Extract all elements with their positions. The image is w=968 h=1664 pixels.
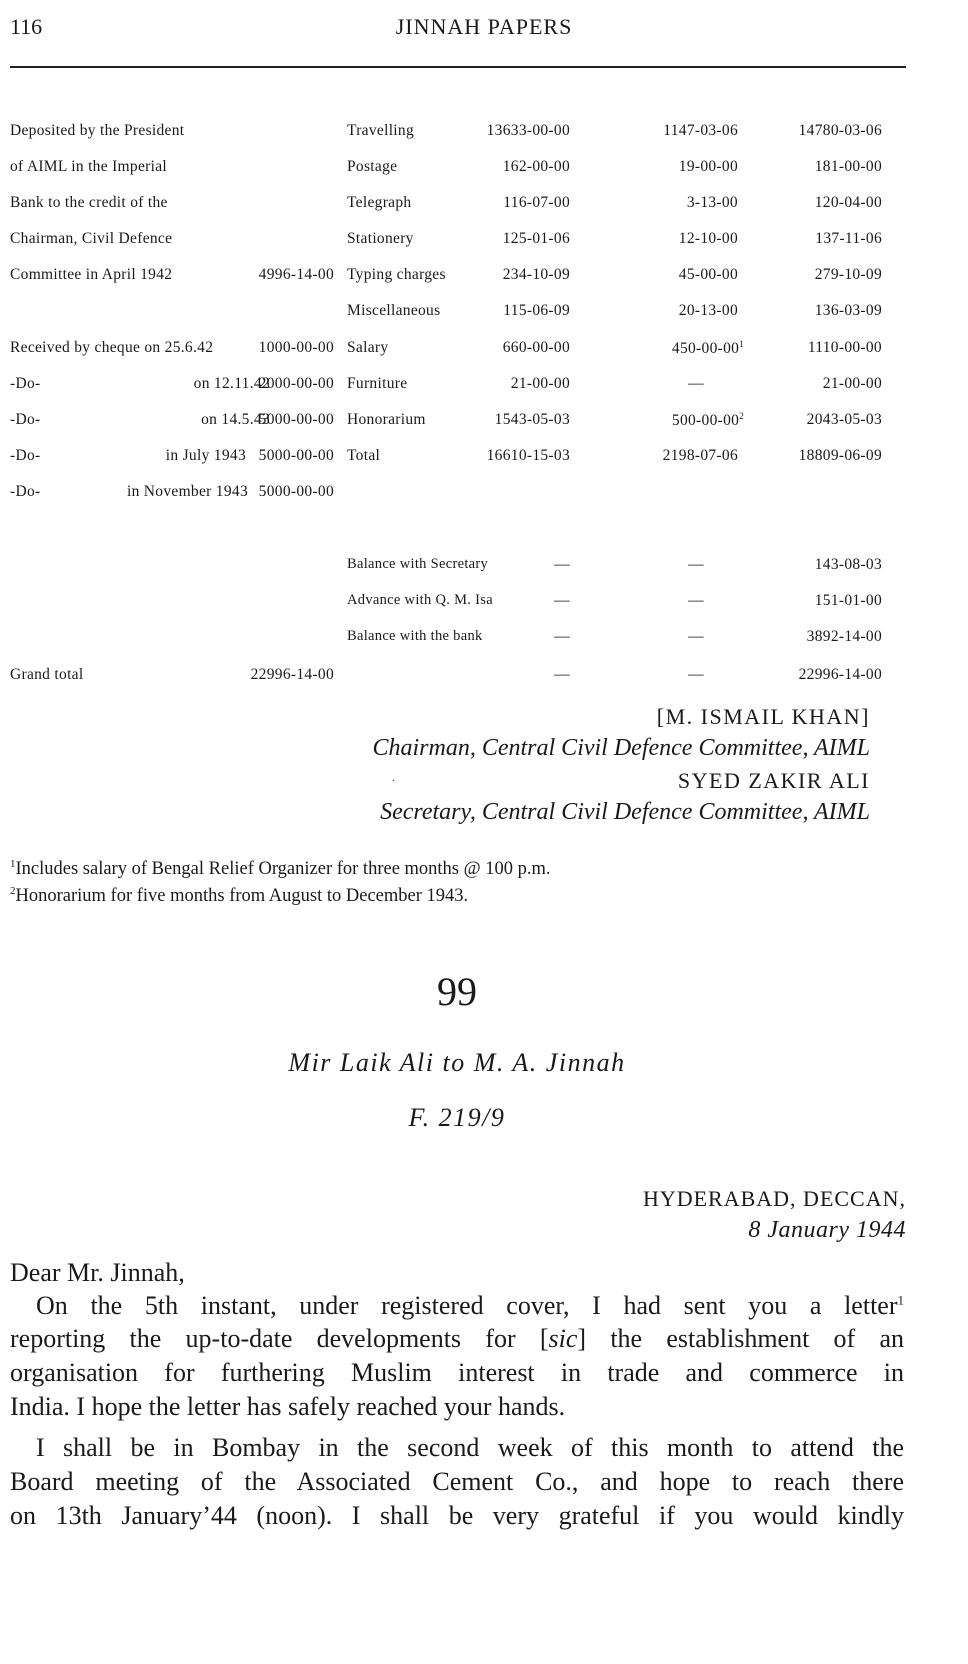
- footnote-text: Honorarium for five months from August to December 1943.: [15, 886, 469, 907]
- cheque-date: on 12.11.42: [193, 375, 270, 392]
- body-line: I shall be in Bombay in the second week of this month to attend the: [36, 1433, 904, 1462]
- expense-col2: 3-13-00: [686, 194, 738, 211]
- balance-dash: —: [554, 666, 570, 683]
- body-line: on 13th January’44 (noon). I shall be very grateful if you would kindly: [10, 1501, 904, 1530]
- expense-col3: 14780-03-06: [798, 122, 882, 139]
- expense-col1: 115-06-09: [503, 302, 570, 319]
- expense-col3: 137-11-06: [815, 230, 882, 247]
- cheque-label: Received by cheque on 25.6.42: [10, 339, 214, 356]
- signatory-name-2: SYED ZAKIR ALI: [677, 768, 870, 793]
- footnote-mark: 2: [10, 885, 16, 897]
- expense-col2-value: 450-00-00: [671, 340, 740, 358]
- page-number: 116: [10, 14, 43, 39]
- running-header: JINNAH PAPERS: [395, 14, 573, 39]
- footnote-ref: 1: [739, 339, 744, 349]
- expense-col2: 20-13-00: [678, 302, 738, 319]
- expense-col2: 19-00-00: [678, 158, 738, 175]
- grand-total-amount: 22996-14-00: [250, 666, 334, 683]
- header-rule: [10, 66, 906, 68]
- expense-item: Typing charges: [347, 266, 446, 283]
- salutation: Dear Mr. Jinnah,: [10, 1258, 185, 1287]
- balance-dash: —: [688, 628, 704, 645]
- expense-item: Miscellaneous: [347, 302, 441, 319]
- cheque-date: on 14.5.43: [201, 411, 270, 428]
- deposit-amount: 4996-14-00: [258, 266, 334, 283]
- body-line: [10, 1324, 904, 1354]
- expense-col1: 13633-00-00: [486, 122, 570, 139]
- expense-col2: [630, 339, 744, 358]
- grand-total-right: 22996-14-00: [798, 666, 882, 683]
- letter-place: HYDERABAD, DECCAN,: [642, 1186, 906, 1211]
- expense-item: Salary: [347, 339, 389, 356]
- expense-col2-value: 500-00-00: [671, 412, 740, 430]
- body-line: Board meeting of the Associated Cement Co., and hope to reach there: [10, 1467, 904, 1496]
- balance-amount: 151-01-00: [814, 592, 882, 609]
- expense-item: Honorarium: [347, 411, 426, 428]
- letter-date: 8 January 1944: [748, 1217, 906, 1243]
- expense-col3: 279-10-09: [814, 266, 882, 283]
- footnote-ref: 2: [739, 411, 744, 421]
- expense-col3: 21-00-00: [822, 375, 882, 392]
- expense-col1: 21-00-00: [510, 375, 570, 392]
- expense-col3: 2043-05-03: [806, 411, 882, 428]
- body-text: On the 5th instant, under registered cover, I had sent you a letter: [36, 1291, 898, 1320]
- expense-col3: 120-04-00: [814, 194, 882, 211]
- cheque-label: -Do-: [10, 483, 41, 500]
- balance-dash: —: [688, 666, 704, 683]
- stray-dot: .: [392, 770, 395, 784]
- expense-item: Furniture: [347, 375, 408, 392]
- expense-col2: [630, 411, 744, 430]
- document-reference: F. 219/9: [408, 1103, 506, 1132]
- sic-text: sic: [548, 1324, 578, 1353]
- expense-col2: 1147-03-06: [663, 122, 738, 139]
- expense-col1: 234-10-09: [502, 266, 570, 283]
- balance-dash: —: [688, 556, 704, 573]
- expense-col1: 16610-15-03: [486, 447, 570, 464]
- balance-item: Balance with Secretary: [347, 556, 489, 572]
- footnote-mark: 1: [10, 858, 16, 870]
- expense-col2: —: [688, 375, 704, 392]
- expense-item: Travelling: [347, 122, 415, 139]
- expense-col1: 125-01-06: [502, 230, 570, 247]
- expense-col2: 45-00-00: [678, 266, 738, 283]
- balance-item: Advance with Q. M. Isa: [347, 592, 493, 608]
- cheque-date: in July 1943: [165, 447, 246, 464]
- document-title: Mir Laik Ali to M. A. Jinnah: [288, 1048, 626, 1077]
- expense-col3: 136-03-09: [814, 302, 882, 319]
- cheque-date: in November 1943: [126, 483, 248, 500]
- footnote-ref: 1: [897, 1292, 904, 1308]
- body-line: [10, 1291, 904, 1321]
- expense-item: Stationery: [347, 230, 414, 247]
- cheque-label: -Do-: [10, 447, 41, 464]
- footnote: [10, 885, 468, 907]
- grand-total-label: Grand total: [10, 666, 84, 683]
- balance-amount: 3892-14-00: [806, 628, 882, 645]
- cheque-amount: 2000-00-00: [258, 375, 334, 392]
- signatory-name-1: [M. ISMAIL KHAN]: [656, 704, 870, 729]
- expense-item: Postage: [347, 158, 398, 175]
- expense-col2: 12-10-00: [678, 230, 738, 247]
- balance-amount: 143-08-03: [814, 556, 882, 573]
- body-line: India. I hope the letter has safely reached your hands.: [10, 1392, 566, 1421]
- deposit-line: Chairman, Civil Defence: [10, 230, 173, 247]
- balance-dash: —: [688, 592, 704, 609]
- deposit-line: Bank to the credit of the: [10, 194, 168, 211]
- expense-col1: 1543-05-03: [494, 411, 570, 428]
- expense-col1: 660-00-00: [502, 339, 570, 356]
- expense-col1: 162-00-00: [502, 158, 570, 175]
- cheque-label: -Do-: [10, 375, 41, 392]
- signatory-title-2: Secretary, Central Civil Defence Committee, AIML: [380, 799, 870, 825]
- balance-item: Balance with the bank: [347, 628, 483, 644]
- cheque-amount: 1000-00-00: [258, 339, 334, 356]
- footnote-text: Includes salary of Bengal Relief Organizer for three months @ 100 p.m.: [15, 859, 551, 880]
- deposit-line: Deposited by the President: [10, 122, 185, 139]
- body-line: organisation for furthering Muslim interest in trade and commerce in: [10, 1358, 904, 1387]
- balance-dash: —: [554, 556, 570, 573]
- expense-col3: 18809-06-09: [798, 447, 882, 464]
- document-number: 99: [437, 969, 477, 1014]
- expense-col1: 116-07-00: [503, 194, 570, 211]
- signatory-title-1: Chairman, Central Civil Defence Committee, AIML: [372, 735, 870, 761]
- footnote: [10, 858, 551, 880]
- deposit-line: of AIML in the Imperial: [10, 158, 167, 175]
- cheque-amount: 5000-00-00: [258, 447, 334, 464]
- expense-col3: 1110-00-00: [807, 339, 882, 356]
- cheque-amount: 5000-00-00: [258, 483, 334, 500]
- balance-dash: —: [554, 628, 570, 645]
- expense-col3: 181-00-00: [814, 158, 882, 175]
- balance-dash: —: [554, 592, 570, 609]
- deposit-line: Committee in April 1942: [10, 266, 173, 283]
- body-text: reporting the up-to-date developments for [: [10, 1324, 549, 1353]
- cheque-label: -Do-: [10, 411, 41, 428]
- body-text: ] the establishment of an: [577, 1324, 904, 1353]
- expense-item: Telegraph: [347, 194, 412, 211]
- expense-col2: 2198-07-06: [662, 447, 738, 464]
- expense-item: Total: [347, 447, 381, 464]
- cheque-amount: 5000-00-00: [258, 411, 334, 428]
